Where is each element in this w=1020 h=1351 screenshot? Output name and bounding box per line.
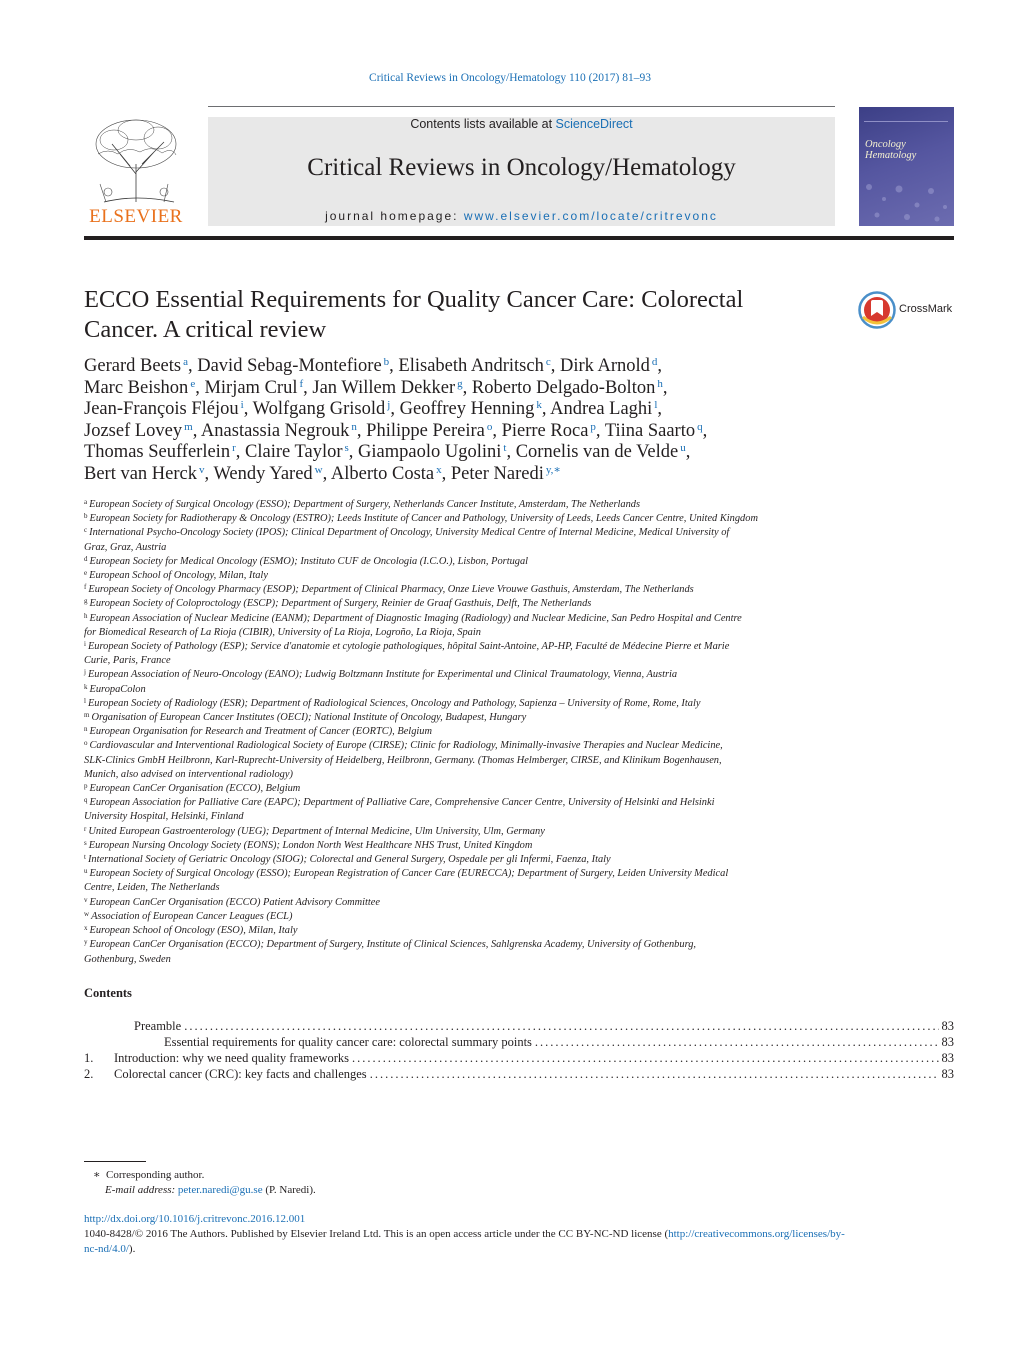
footnote-marker: ∗ [93,1169,101,1181]
author-name: Wolfgang Grisold [252,399,386,420]
author-name: Philippe Pereira [366,420,485,441]
contents-heading: Contents [84,986,132,1000]
journal-citation[interactable]: Critical Reviews in Oncology/Hematology 110 (2017) 81–93 [369,72,651,84]
license-link-part-2[interactable]: nc-nd/4.0/ [84,1243,129,1255]
toc-entry[interactable] [84,1066,954,1082]
toc-page-number[interactable]: 83 [941,1067,954,1081]
author-affiliation-marker[interactable]: v [199,463,205,476]
affiliation-text: Graz, Graz, Austria [84,541,167,553]
toc-number: 2. [84,1067,94,1081]
toc-label[interactable]: Colorectal cancer (CRC): key facts and challenges [114,1067,367,1081]
journal-homepage [208,209,835,223]
affiliation-text: SLK-Clinics GmbH Heilbronn, Karl-Ruprecht-University of Heidelberg, Heilbronn, Germany. (Thomas Helmberger, CIRSE, and Klinikum Bogenhausen, [84,754,722,766]
author-separator: , [192,420,201,441]
affiliation-marker: x [84,924,88,933]
affiliation-line [84,498,844,512]
affiliation-text: for Biomedical Research of La Rioja (CIBIR), University of La Rioja, Logroño, La Rioja, Spain [84,626,481,638]
author-line [84,421,954,443]
author-separator: , [506,442,516,463]
author-name: Jozsef Lovey [84,420,183,441]
affiliation-marker: j [84,668,86,677]
affiliation-marker: v [84,895,88,904]
author-line [84,399,954,421]
email-label: E-mail address: [105,1184,176,1196]
homepage-prefix: journal homepage: [325,209,464,223]
author-affiliation-marker[interactable]: o [486,420,493,433]
affiliation-text: European School of Oncology (ESO), Milan, Italy [89,925,298,937]
affiliation-text: European Society for Medical Oncology (ESMO); Instituto CUF de Oncologia (I.C.O.), Lisbon, Portugal [89,555,529,567]
author-separator: , [685,442,691,463]
affiliation-line [84,725,844,739]
toc-leader-dots [535,1034,939,1050]
author-separator: , [235,442,245,463]
homepage-link[interactable]: www.elsevier.com/locate/critrevonc [463,209,718,223]
affiliation-marker: q [84,796,88,805]
author-separator: , [462,377,472,398]
affiliation-text: International Psycho-Oncology Society (IPOS); Clinical Department of Oncology, University Medical Centre of Internal Medicine, Medical University of [89,527,730,539]
doi-link[interactable]: http://dx.doi.org/10.1016/j.critrevonc.2016.12.001 [84,1213,306,1225]
affiliation-text: Centre, Leiden, The Netherlands [84,882,220,894]
affiliation-marker: p [84,782,88,791]
author-affiliation-marker[interactable]: x [436,463,442,476]
toc-leader-dots [184,1018,938,1034]
author-name: Wendy Yared [213,463,313,484]
author-affiliation-marker[interactable]: a [183,356,188,368]
affiliation-line [84,626,844,640]
author-name: Tiina Saarto [604,420,696,441]
affiliation-text: Curie, Paris, France [84,655,171,667]
affiliation-marker: o [84,739,88,748]
author-name: Claire Taylor [245,442,343,463]
affiliation-marker: h [84,611,88,620]
affiliation-line [84,640,844,654]
author-name: Jean-François Fléjou [84,399,239,420]
affiliation-line [84,654,844,668]
affiliation-line [84,825,844,839]
author-affiliation-marker[interactable]: k [536,399,542,412]
affiliation-line [84,881,844,895]
header-thick-rule [84,236,954,240]
affiliation-text: European Association of Neuro-Oncology (EANO); Ludwig Boltzmann Institute for Experimental und Clinical Traumatology, Vienna, Austria [87,669,678,681]
author-separator: , [348,442,359,463]
toc-leader-dots [370,1066,939,1082]
affiliation-line [84,597,844,611]
affiliation-marker: t [84,853,86,862]
toc-label[interactable]: Introduction: why we need quality frameworks [114,1051,350,1065]
affiliation-line [84,569,844,583]
author-separator: , [657,356,663,376]
author-separator: , [195,377,205,398]
affiliation-line [84,938,844,952]
cover-pattern [859,177,954,226]
author-separator: , [541,399,551,420]
author-name: Geoffrey Henning [399,399,535,420]
author-separator: , [595,420,605,441]
affiliation-text: European Association of Nuclear Medicine (EANM); Department of Diagnostic Imaging (Radiology) and Nuclear Medicine, San Pedro Hospital and Centre [89,612,742,624]
license-suffix: ). [128,1243,136,1255]
affiliation-marker: n [84,725,88,734]
affiliation-text: University Hospital, Helsinki, Finland [84,811,244,823]
affiliation-line [84,555,844,569]
contents-prefix: Contents lists available at [410,117,556,131]
affiliation-text: European Society of Pathology (ESP); Service d'anatomie et cytologie pathologiques, hôpital Saint-Antoine, AP-HP, Faculté de Médecine Pierre et Marie [87,641,730,653]
license-text [84,1227,954,1242]
author-affiliation-marker[interactable]: e [190,377,196,390]
affiliation-text: European CanCer Organisation (ECCO) Patient Advisory Committee [89,896,381,908]
license-prefix: 1040-8428/© 2016 The Authors. Published by Elsevier Ireland Ltd. This is an open access article under the CC BY-NC-ND license ( [84,1228,669,1240]
toc-label[interactable]: Essential requirements for quality cancer care: colorectal summary points [164,1035,532,1049]
affiliation-line [84,612,844,626]
author-affiliation-marker[interactable]: s [344,442,349,455]
author-affiliation-marker[interactable]: r [232,442,236,455]
affiliation-line [84,839,844,853]
author-name: Thomas Seufferlein [84,442,231,463]
affiliation-marker: l [84,696,86,705]
author-name: Cornelis van de Velde [515,442,679,463]
author-name: Alberto Costa [330,463,435,484]
affiliation-text: European Association for Palliative Care (EAPC); Department of Palliative Care, Comprehensive Cancer Centre, University of Helsinki and Helsinki [89,797,715,809]
author-separator: , [356,420,367,441]
affiliation-marker: i [84,640,86,649]
author-separator: , [441,463,451,484]
author-name: Pierre Roca [501,420,589,441]
affiliation-text: European School of Oncology, Milan, Italy [89,570,268,582]
affiliation-text: Organisation of European Cancer Institutes (OECI); National Institute of Oncology, Budapest, Hungary [91,712,527,724]
author-affiliation-marker[interactable]: q [697,420,703,433]
contents-availability [208,117,835,131]
author-affiliation-marker[interactable]: p [590,420,596,433]
affiliation-text: Association of European Cancer Leagues (ECL) [91,910,293,922]
affiliation-marker: r [84,824,87,833]
affiliation-line [84,526,844,540]
affiliation-text: European Society of Surgical Oncology (ESSO); Department of Surgery, Netherlands Cancer Institute, Amsterdam, The Netherlands [89,499,641,510]
affiliation-line [84,754,844,768]
corresponding-author-label: Corresponding author. [105,1169,205,1181]
affiliation-line [84,768,844,782]
author-affiliation-marker[interactable]: b [383,356,390,368]
author-affiliation-marker[interactable]: c [545,356,551,368]
author-name: Marc Beishon [84,377,189,398]
affiliation-list [84,498,844,967]
author-separator: , [390,399,400,420]
email-link[interactable]: peter.naredi@gu.se [177,1184,263,1196]
author-affiliation-marker[interactable]: d [651,356,658,368]
author-separator: , [492,420,502,441]
author-name: Peter Naredi [450,463,544,484]
affiliation-marker: e [84,569,88,578]
author-affiliation-marker[interactable]: j [387,399,391,412]
affiliation-line [84,853,844,867]
author-name: Anastassia Negrouk [200,420,350,441]
cover-top-strip [864,111,948,122]
journal-cover-image[interactable] [859,107,954,226]
affiliation-line [84,541,844,555]
affiliation-marker: g [84,597,88,606]
affiliation-line [84,810,844,824]
table-of-contents [84,1018,954,1082]
affiliation-marker: c [84,526,88,535]
author-affiliation-marker[interactable]: l [654,399,658,412]
author-name: Mirjam Crul [204,377,298,398]
affiliation-text: European Society of Oncology Pharmacy (ESOP); Department of Clinical Pharmacy, Onze Lieve Vrouwe Gasthuis, Amsterdam, The Netherlands [88,584,694,596]
toc-leader-dots [352,1050,938,1066]
author-separator: , [303,377,313,398]
author-separator: , [662,377,668,398]
author-line [84,442,954,464]
toc-label[interactable]: Preamble [134,1019,182,1033]
author-name: David Sebag-Montefiore [197,356,382,376]
author-affiliation-marker[interactable]: t [503,442,507,455]
affiliation-line [84,583,844,597]
affiliation-text: European CanCer Organisation (ECCO); Department of Surgery, Institute of Clinical Sciences, Sahlgrenska Academy, University of Gothenburg, [89,939,697,951]
author-separator: , [243,399,253,420]
author-name: Elisabeth Andritsch [398,356,544,376]
author-separator: , [550,356,560,376]
author-line [84,356,954,378]
email-note [84,1183,954,1198]
toc-number: 1. [84,1051,94,1065]
cover-title-line-2: Hematology [865,150,917,161]
affiliation-text: European Society of Coloproctology (ESCP); Department of Surgery, Reinier de Graaf Gasthuis, Delft, The Netherlands [89,598,592,610]
affiliation-text: European Organisation for Research and Treatment of Cancer (EORTC), Belgium [89,726,432,738]
affiliation-marker: m [84,711,90,720]
affiliation-line [84,924,844,938]
affiliation-line [84,867,844,881]
affiliation-marker: k [84,682,88,691]
affiliation-text: International Society of Geriatric Oncology (SIOG); Colorectal and General Surgery, Ospedale per gli Infermi, Faenza, Italy [87,854,611,866]
corresponding-author-note [84,1168,954,1183]
author-affiliation-marker[interactable]: f [299,377,304,390]
cover-title-line-1: Oncology [865,139,906,150]
author-separator: , [204,463,214,484]
crossmark-label[interactable]: CrossMark [899,303,953,315]
affiliation-marker: u [84,867,88,876]
affiliation-text: European Society of Surgical Oncology (ESSO); European Registration of Cancer Care (EURECCA); Department of Surgery, Leiden University Medical [89,868,729,880]
author-line [84,378,954,400]
author-separator: , [187,356,198,376]
author-separator: , [702,420,708,441]
affiliation-line [84,711,844,725]
affiliation-text: European Society of Radiology (ESR); Department of Radiological Sciences, Oncology and Pathology, Sapienza – University of Rome, Rome, Italy [87,697,701,709]
affiliation-line [84,896,844,910]
affiliation-text: Munich, also advised on interventional radiology) [84,768,293,780]
cover-title [865,139,951,161]
affiliation-text: Cardiovascular and Interventional Radiological Society of Europe (CIRSE); Clinic for Radiology, Minimally-invasive Therapies and Nuclear Medicine, [89,740,723,752]
affiliation-marker: w [84,909,90,918]
affiliation-line [84,512,844,526]
author-name: Jan Willem Dekker [312,377,456,398]
toc-page-number[interactable]: 83 [941,1051,954,1065]
toc-page-number[interactable]: 83 [941,1035,954,1049]
elsevier-wordmark: ELSEVIER [89,206,183,227]
affiliation-line [84,953,844,967]
author-name: Roberto Delgado-Bolton [471,377,656,398]
affiliation-line [84,668,844,682]
affiliation-text: European Nursing Oncology Society (EONS); London North West Healthcare NHS Trust, United Kingdom [88,839,533,851]
affiliation-text: EuropaColon [89,683,146,695]
affiliation-line [84,739,844,753]
author-name: Andrea Laghi [550,399,653,420]
author-separator: , [322,463,331,484]
affiliation-text: United European Gastroenterology (UEG); Department of Internal Medicine, Ulm University, Ulm, Germany [88,825,545,837]
toc-entry[interactable] [84,1034,954,1050]
affiliation-marker: a [84,498,88,506]
author-name: Gerard Beets [84,356,182,376]
author-affiliation-marker[interactable]: h [657,377,663,390]
email-suffix: (P. Naredi). [262,1184,316,1196]
author-affiliation-marker[interactable]: m [184,420,193,433]
toc-entry[interactable] [84,1018,954,1034]
article-title: ECCO Essential Requirements for Quality Cancer Care: Colorectal Cancer. A critical review [84,286,744,343]
author-name: Dirk Arnold [559,356,650,376]
toc-page-number[interactable]: 83 [941,1019,954,1033]
affiliation-line [84,683,844,697]
affiliation-marker: y [84,938,88,947]
journal-name: Critical Reviews in Oncology/Hematology [307,154,736,181]
author-separator: , [389,356,399,376]
affiliation-text: European CanCer Organisation (ECCO), Belgium [89,783,301,795]
author-affiliation-marker[interactable]: i [240,399,244,412]
publication-info [84,1212,954,1257]
affiliation-text: Gothenburg, Sweden [84,953,171,965]
affiliation-marker: f [84,583,87,592]
author-separator: , [657,399,663,420]
header-rule [208,106,835,107]
author-affiliation-marker[interactable]: w [314,463,323,476]
affiliation-marker: d [84,554,88,563]
affiliation-marker: s [84,838,87,847]
author-affiliation-marker[interactable]: g [457,377,463,390]
author-line [84,464,954,486]
footnote-rule [84,1161,146,1162]
author-affiliation-marker[interactable]: n [351,420,357,433]
affiliation-line [84,697,844,711]
toc-entry[interactable] [84,1050,954,1066]
author-affiliation-marker[interactable]: y,∗ [545,463,561,476]
author-affiliation-marker[interactable]: u [680,442,686,455]
sciencedirect-link[interactable]: ScienceDirect [555,117,633,131]
affiliation-line [84,910,844,924]
author-name: Bert van Herck [84,463,198,484]
footnote [84,1168,954,1198]
author-list [84,356,954,486]
license-link-part-1[interactable]: http://creativecommons.org/licenses/by- [668,1228,845,1240]
affiliation-text: European Society for Radiotherapy & Oncology (ESTRO); Leeds Institute of Cancer and Pathology, University of Leeds, Leeds Cancer Centre, United Kingdom [89,513,758,525]
author-name: Giampaolo Ugolini [358,442,502,463]
affiliation-marker: b [84,512,88,521]
affiliation-line [84,782,844,796]
affiliation-line [84,796,844,810]
